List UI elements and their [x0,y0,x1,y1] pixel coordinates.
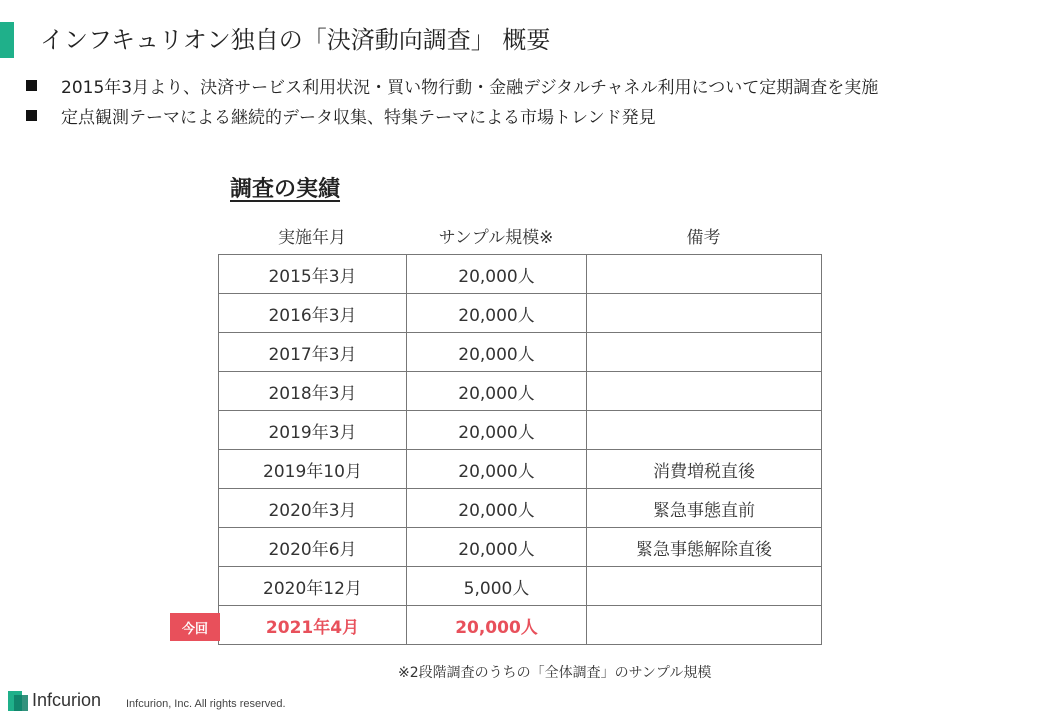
cell-sample: 20,000人 [407,450,587,489]
bullet-square-icon [26,80,37,91]
cell-sample: 20,000人 [407,372,587,411]
table-row [219,294,822,333]
cell-sample: 20,000人 [407,528,587,567]
cell-sample: 5,000人 [407,567,587,606]
table-row [219,450,822,489]
cell-date: 2020年6月 [219,528,407,567]
table-row [219,528,822,567]
cell-sample: 20,000人 [407,294,587,333]
cell-note [587,333,822,372]
table-row [219,489,822,528]
table-row [219,255,822,294]
copyright: Infcurion, Inc. All rights reserved. [126,698,286,710]
bullet-square-icon [26,110,37,121]
bullet-text: 2015年3月より、決済サービス利用状況・買い物行動・金融デジタルチャネル利用について定期調査を実施 [61,77,879,98]
table-row [219,333,822,372]
bullet-item [26,70,878,100]
bullet-item [26,100,878,130]
current-badge: 今回 [170,613,220,641]
cell-sample: 20,000人 [407,333,587,372]
footnote: ※2段階調査のうちの「全体調査」のサンプル規模 [398,665,712,681]
cell-note: 緊急事態直前 [587,489,822,528]
table-row [219,567,822,606]
header-sample: サンプル規模※ [438,227,554,248]
cell-date: 2021年4月 [219,606,407,645]
cell-sample: 20,000人 [407,411,587,450]
cell-date: 2019年10月 [219,450,407,489]
cell-sample: 20,000人 [407,255,587,294]
cell-date: 2016年3月 [219,294,407,333]
table-body [218,254,822,645]
cell-note: 緊急事態解除直後 [587,528,822,567]
title-accent-bar [0,22,14,58]
table-row [219,606,822,645]
cell-date: 2015年3月 [219,255,407,294]
logo-mark-icon [8,691,28,711]
header-date: 実施年月 [278,227,346,248]
cell-date: 2019年3月 [219,411,407,450]
table-row [219,411,822,450]
logo-text: Infcurion [32,690,102,710]
cell-date: 2020年12月 [219,567,407,606]
cell-sample: 20,000人 [407,606,587,645]
header-note: 備考 [686,227,721,248]
cell-note [587,294,822,333]
table-row [219,372,822,411]
survey-table [218,216,822,645]
cell-note [587,606,822,645]
section-title: 調査の実績 [230,177,341,202]
page-title: インフキュリオン独自の「決済動向調査」 概要 [40,26,551,54]
cell-note [587,411,822,450]
cell-date: 2017年3月 [219,333,407,372]
cell-note [587,372,822,411]
table-header [218,216,822,254]
cell-date: 2020年3月 [219,489,407,528]
bullet-text: 定点観測テーマによる継続的データ収集、特集テーマによる市場トレンド発見 [61,107,656,128]
cell-note: 消費増税直後 [587,450,822,489]
cell-sample: 20,000人 [407,489,587,528]
company-logo [8,690,101,711]
cell-note [587,567,822,606]
bullet-list [26,70,878,130]
cell-note [587,255,822,294]
cell-date: 2018年3月 [219,372,407,411]
